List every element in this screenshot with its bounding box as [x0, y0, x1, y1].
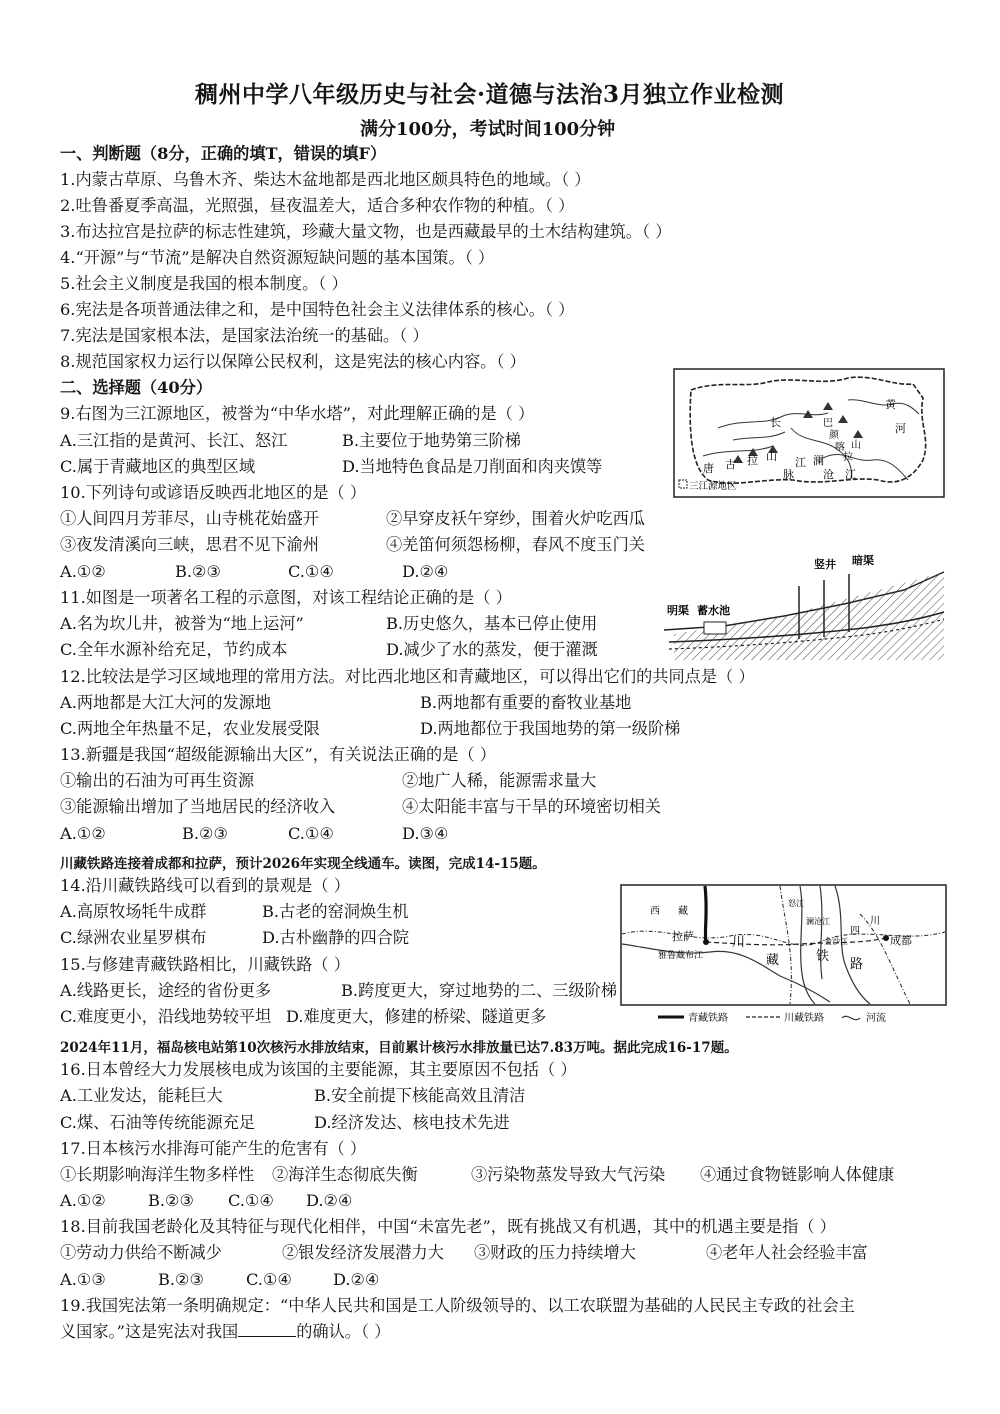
question-10-item-1: ①人间四月芳菲尽，山寺桃花始盛开	[60, 509, 319, 528]
label-xizang-1: 西	[650, 906, 660, 917]
question-14-stem: 14.沿川藏铁路线可以看到的景观是（ ）	[60, 876, 350, 895]
label-nu-river: 怒江	[788, 899, 804, 908]
question-14-option-a: A.高原牧场牦牛成群	[60, 902, 207, 921]
label-tanggula-5: 脉	[783, 468, 794, 481]
question-19-stem-line-2	[60, 1323, 390, 1341]
question-15-option-a: A.线路更长，途经的省份更多	[60, 981, 272, 1000]
label-tanggula-2: 古	[725, 458, 736, 471]
question-18-option-b: B.②③	[158, 1270, 205, 1289]
label-bayan-3: 喀	[835, 442, 845, 453]
question-10-option-d: D.②④	[402, 562, 449, 581]
question-15-option-c: C.难度更小，沿线地势较平坦	[60, 1007, 272, 1026]
question-8: 8.规范国家权力运行以保障公民权利，这是宪法的核心内容。（ ）	[60, 352, 526, 371]
question-10-option-b: B.②③	[175, 562, 222, 581]
question-10-stem: 10.下列诗句或谚语反映西北地区的是（ ）	[60, 483, 367, 502]
legend-river: 河流	[866, 1013, 886, 1024]
label-open-channel: 明渠	[667, 604, 689, 617]
question-18-option-d: D.②④	[333, 1270, 380, 1289]
label-rail-3: 铁	[816, 949, 830, 964]
question-18-item-1: ①劳动力供给不断减少	[60, 1243, 222, 1262]
question-16-option-d: D.经济发达、核电技术先进	[314, 1113, 510, 1132]
section-heading-choice: 二、选择题（40分）	[60, 378, 213, 397]
question-13-option-a: A.①②	[60, 824, 106, 843]
label-bayan-1: 巴	[823, 418, 833, 429]
material-intro-14-15: 川藏铁路连接着成都和拉萨，预计2026年实现全线通车。读图，完成14-15题。	[60, 856, 546, 872]
label-bayan-2: 颜	[829, 430, 839, 441]
question-17-option-b: B.②③	[148, 1191, 195, 1210]
question-9-option-a: A.三江指的是黄河、长江、怒江	[60, 431, 288, 450]
label-changjiang-2: 江	[795, 456, 806, 469]
question-16-option-c: C.煤、石油等传统能源充足	[60, 1113, 256, 1132]
label-changjiang-1: 长	[770, 416, 781, 429]
question-12-stem: 12.比较法是学习区域地理的常用方法。对比西北地区和青藏地区，可以得出它们的共同点是（ ）	[60, 667, 755, 686]
label-tanggula-3: 拉	[747, 454, 758, 467]
label-lancang-river: 澜沧江	[806, 917, 830, 926]
question-4: 4.“开源”与“节流”是解决自然资源短缺问题的基本国策。（ ）	[60, 248, 495, 267]
question-11-option-a: A.名为坎儿井，被誉为“地上运河”	[60, 614, 304, 633]
question-13-option-c: C.①④	[288, 824, 334, 843]
label-rail-4: 路	[850, 957, 864, 972]
question-19-text-before-blank: 义国家。”这是宪法对我国	[60, 1322, 239, 1341]
question-2: 2.吐鲁番夏季高温，光照强，昼夜温差大，适合多种农作物的种植。（ ）	[60, 196, 575, 215]
question-5: 5.社会主义制度是我国的根本制度。（ ）	[60, 274, 348, 293]
label-yarlung-river: 雅鲁藏布江	[658, 951, 704, 961]
question-14-option-c: C.绿洲农业星罗棋布	[60, 928, 207, 947]
question-11-option-b: B.历史悠久，基本已停止使用	[386, 614, 598, 633]
question-14-option-d: D.古朴幽静的四合院	[262, 928, 410, 947]
question-14-option-b: B.古老的窑洞焕生机	[262, 902, 409, 921]
question-17-item-4: ④通过食物链影响人体健康	[700, 1165, 895, 1184]
question-13-item-4: ④太阳能丰富与干旱的环境密切相关	[402, 797, 661, 816]
question-9-option-c: C.属于青藏地区的典型区域	[60, 457, 256, 476]
question-11-option-d: D.减少了水的蒸发，便于灌溉	[386, 640, 598, 659]
question-13-stem: 13.新疆是我国“超级能源输出大区”，有关说法正确的是（ ）	[60, 745, 496, 764]
label-lancang-3: 江	[845, 468, 856, 481]
question-13-item-2: ②地广人稀，能源需求量大	[402, 771, 597, 790]
question-12-option-d: D.两地都位于我国地势的第一级阶梯	[420, 719, 681, 738]
question-13-item-1: ①输出的石油为可再生资源	[60, 771, 255, 790]
question-17-option-c: C.①④	[228, 1191, 274, 1210]
page-title: 稠州中学八年级历史与社会·道德与法治3月独立作业检测	[195, 81, 785, 108]
question-9-stem: 9.右图为三江源地区，被誉为“中华水塔”，对此理解正确的是（ ）	[60, 404, 535, 423]
question-15-option-b: B.跨度更大，穿过地势的二、三级阶梯	[341, 981, 618, 1000]
question-17-option-d: D.②④	[306, 1191, 353, 1210]
karez-diagram-figure	[664, 552, 947, 662]
question-10-item-3: ③夜发清溪向三峡，思君不见下渝州	[60, 535, 319, 554]
question-1: 1.内蒙古草原、乌鲁木齐、柴达木盆地都是西北地区颇具特色的地域。（ ）	[60, 170, 591, 189]
legend-sanjiangyuan: 三江源地区	[689, 481, 737, 492]
question-18-option-c: C.①④	[246, 1270, 292, 1289]
question-18-stem: 18.目前我国老龄化及其特征与现代化相伴，中国“未富先老”，既有挑战又有机遇，其中的机遇主要是指（ ）	[60, 1217, 836, 1236]
question-13-item-3: ③能源输出增加了当地居民的经济收入	[60, 797, 336, 816]
question-18-item-3: ③财政的压力持续增大	[474, 1243, 636, 1262]
question-9-option-d: D.当地特色食品是刀削面和肉夹馍等	[342, 457, 603, 476]
question-13-option-d: D.③④	[402, 824, 449, 843]
label-lancang-2: 沧	[823, 468, 834, 481]
question-12-option-a: A.两地都是大江大河的发源地	[60, 693, 272, 712]
question-19-stem-line-1: 19.我国宪法第一条明确规定：“中华人民共和国是工人阶级领导的、以工农联盟为基础的人民民主专政的社会主	[60, 1296, 855, 1315]
question-10-option-a: A.①②	[60, 562, 106, 581]
question-18-item-4: ④老年人社会经验丰富	[706, 1243, 868, 1262]
question-17-option-a: A.①②	[60, 1191, 106, 1210]
sanjiangyuan-map-figure	[673, 368, 945, 498]
question-11-stem: 11.如图是一项著名工程的示意图，对该工程结论正确的是（ ）	[60, 588, 512, 607]
question-7: 7.宪法是国家根本法，是国家法治统一的基础。（ ）	[60, 326, 429, 345]
label-tanggula-4: 山	[766, 450, 777, 463]
label-rail-2: 藏	[766, 953, 780, 968]
label-bayan-4: 拉	[843, 452, 853, 463]
label-underground-channel: 暗渠	[852, 554, 874, 567]
label-sichuan-2: 川	[870, 916, 880, 927]
question-10-item-2: ②早穿皮袄午穿纱，围着火炉吃西瓜	[386, 509, 645, 528]
question-16-stem: 16.日本曾经大力发展核电成为该国的主要能源，其主要原因不包括（ ）	[60, 1060, 577, 1079]
label-tanggula-1: 唐	[703, 462, 714, 475]
label-rail-1: 川	[732, 935, 746, 950]
question-11-option-c: C.全年水源补给充足，节约成本	[60, 640, 288, 659]
question-19-text-after-blank: 的确认。（ ）	[296, 1322, 391, 1341]
material-intro-16-17: 2024年11月，福岛核电站第10次核污水排放结束，目前累计核污水排放量已达7.83万吨。据此完成16-17题。	[60, 1040, 738, 1056]
question-16-option-b: B.安全前提下核能高效且清洁	[314, 1086, 526, 1105]
question-17-item-1: ①长期影响海洋生物多样性	[60, 1165, 255, 1184]
question-18-item-2: ②银发经济发展潜力大	[282, 1243, 444, 1262]
label-xizang-2: 藏	[678, 906, 688, 917]
label-chengdu: 成都	[890, 934, 912, 947]
question-10-option-c: C.①④	[288, 562, 334, 581]
question-15-option-d: D.难度更大，修建的桥梁、隧道更多	[286, 1007, 547, 1026]
question-9-option-b: B.主要位于地势第三阶梯	[342, 431, 521, 450]
label-bayan-5: 山	[851, 440, 861, 451]
railway-map-figure	[620, 884, 947, 1026]
label-reservoir: 蓄水池	[697, 604, 730, 617]
question-16-option-a: A.工业发达，能耗巨大	[60, 1086, 223, 1105]
question-10-item-4: ④羌笛何须怨杨柳，春风不度玉门关	[386, 535, 645, 554]
section-heading-judgement: 一、判断题（8分，正确的填T，错误的填F）	[60, 144, 387, 163]
label-huanghe-1: 黄	[885, 398, 896, 411]
label-lhasa: 拉萨	[672, 930, 694, 943]
label-sichuan-1: 四	[850, 926, 860, 937]
question-12-option-b: B.两地都有重要的畜牧业基地	[420, 693, 632, 712]
question-17-item-2: ②海洋生态彻底失衡	[272, 1165, 418, 1184]
question-3: 3.布达拉宫是拉萨的标志性建筑，珍藏大量文物，也是西藏最早的土木结构建筑。（ ）	[60, 222, 672, 241]
question-15-stem: 15.与修建青藏铁路相比，川藏铁路（ ）	[60, 955, 350, 974]
label-lancang-1: 澜	[813, 454, 824, 467]
question-18-option-a: A.①③	[60, 1270, 106, 1289]
legend-chuanzang-railway: 川藏铁路	[784, 1013, 824, 1024]
legend-qingzang-railway: 青藏铁路	[688, 1013, 728, 1024]
label-jinsha-river: 金沙江	[824, 937, 848, 946]
label-huanghe-2: 河	[895, 422, 906, 435]
question-17-stem: 17.日本核污水排海可能产生的危害有（ ）	[60, 1139, 367, 1158]
question-17-item-3: ③污染物蒸发导致大气污染	[471, 1165, 666, 1184]
answer-blank[interactable]	[238, 1323, 296, 1337]
question-12-option-c: C.两地全年热量不足，农业发展受限	[60, 719, 320, 738]
question-13-option-b: B.②③	[182, 824, 229, 843]
exam-info: 满分100分，考试时间100分钟	[360, 119, 616, 140]
label-vertical-well: 竖井	[814, 558, 836, 571]
question-6: 6.宪法是各项普通法律之和，是中国特色社会主义法律体系的核心。（ ）	[60, 300, 575, 319]
